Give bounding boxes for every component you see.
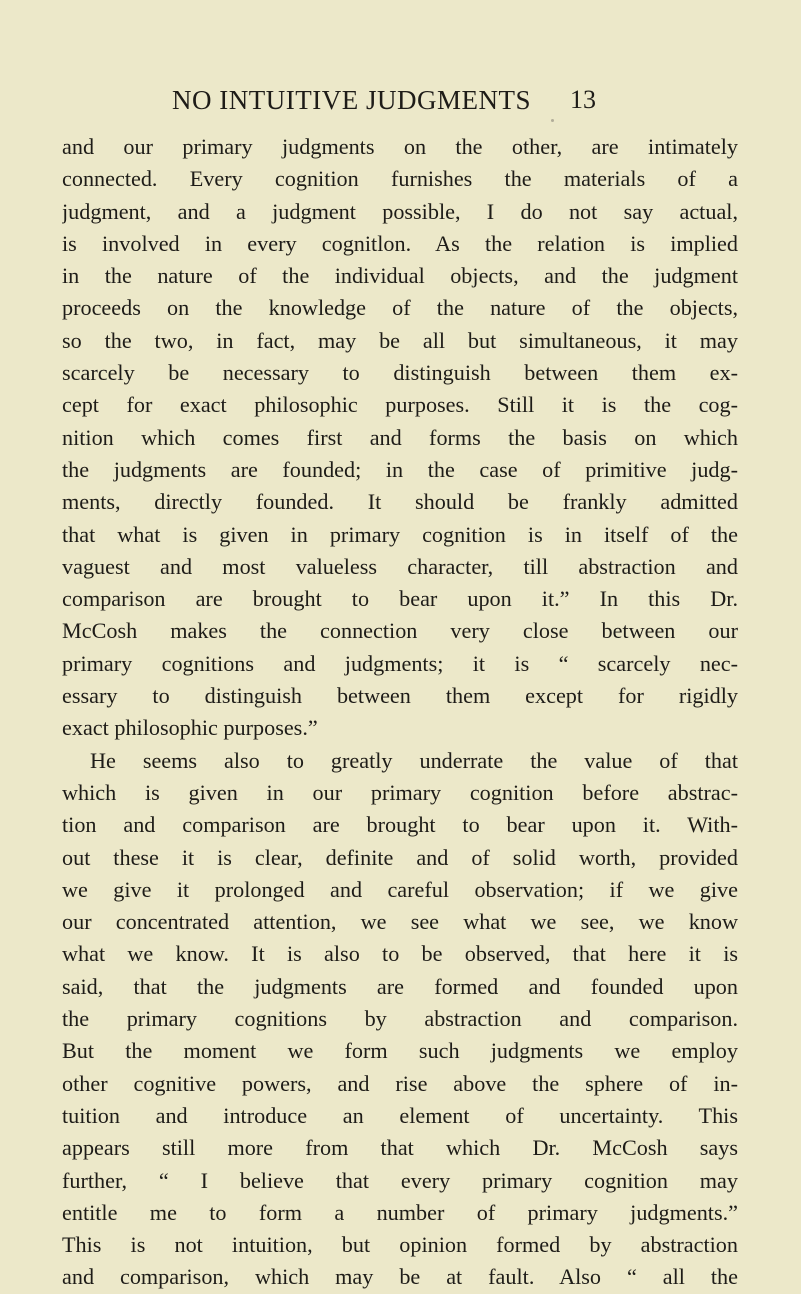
- text-line: ments, directly founded. It should be frankly admitted: [62, 489, 738, 515]
- text-line: entitle me to form a number of primary judgments.”: [62, 1199, 738, 1225]
- running-title: NO INTUITIVE JUDGMENTS: [172, 85, 531, 115]
- running-head: [0, 84, 801, 116]
- paragraph-last-line: exact philosophic purposes.”: [62, 715, 318, 741]
- text-line: tuition and introduce an element of uncertainty. This: [62, 1102, 738, 1128]
- text-line: nition which comes first and forms the basis on which: [62, 424, 738, 450]
- page-number: 13: [570, 85, 596, 114]
- text-line: vaguest and most valueless character, till abstraction and: [62, 553, 738, 579]
- text-line: primary cognitions and judgments; it is “ scarcely nec-: [62, 650, 738, 676]
- paragraph-first-line: He seems also to greatly underrate the value of that: [90, 747, 738, 773]
- text-line: what we know. It is also to be observed, that here it is: [62, 941, 738, 967]
- text-line: proceeds on the knowledge of the nature of the objects,: [62, 295, 738, 321]
- text-line: This is not intuition, but opinion formed by abstraction: [62, 1232, 738, 1258]
- text-line: that what is given in primary cognition is in itself of the: [62, 521, 738, 547]
- text-line: so the two, in fact, may be all but simultaneous, it may: [62, 327, 738, 353]
- text-line: essary to distinguish between them except for rigidly: [62, 683, 738, 709]
- text-line: judgment, and a judgment possible, I do not say actual,: [62, 198, 738, 224]
- text-line: and comparison, which may be at fault. Also “ all the: [62, 1264, 738, 1290]
- text-line: our concentrated attention, we see what we see, we know: [62, 909, 738, 935]
- text-line: scarcely be necessary to distinguish between them ex-: [62, 360, 738, 386]
- text-line: tion and comparison are brought to bear upon it. With-: [62, 812, 738, 838]
- text-line: and our primary judgments on the other, are intimately: [62, 134, 738, 159]
- text-line: McCosh makes the connection very close between our: [62, 618, 738, 644]
- text-line: out these it is clear, definite and of solid worth, provided: [62, 844, 738, 870]
- text-line: connected. Every cognition furnishes the materials of a: [62, 166, 738, 192]
- text-line: we give it prolonged and careful observation; if we give: [62, 876, 738, 902]
- text-line: the primary cognitions by abstraction and comparison.: [62, 1006, 738, 1032]
- text-line: But the moment we form such judgments we employ: [62, 1038, 738, 1064]
- text-line: comparison are brought to bear upon it.” In this Dr.: [62, 586, 738, 612]
- body-text: [62, 131, 738, 1294]
- text-line: cept for exact philosophic purposes. Still it is the cog-: [62, 392, 738, 418]
- text-line: further, “ I believe that every primary cognition may: [62, 1167, 738, 1193]
- text-line: said, that the judgments are formed and founded upon: [62, 973, 738, 999]
- text-line: other cognitive powers, and rise above the sphere of in-: [62, 1070, 738, 1096]
- text-line: in the nature of the individual objects, and the judgment: [62, 263, 738, 289]
- text-line: which is given in our primary cognition before abstrac-: [62, 779, 738, 805]
- text-line: the judgments are founded; in the case of primitive judg-: [62, 456, 738, 482]
- text-line: appears still more from that which Dr. McCosh says: [62, 1135, 738, 1161]
- text-line: is involved in every cognitlon. As the relation is implied: [62, 230, 738, 256]
- paper-speck: [551, 119, 554, 122]
